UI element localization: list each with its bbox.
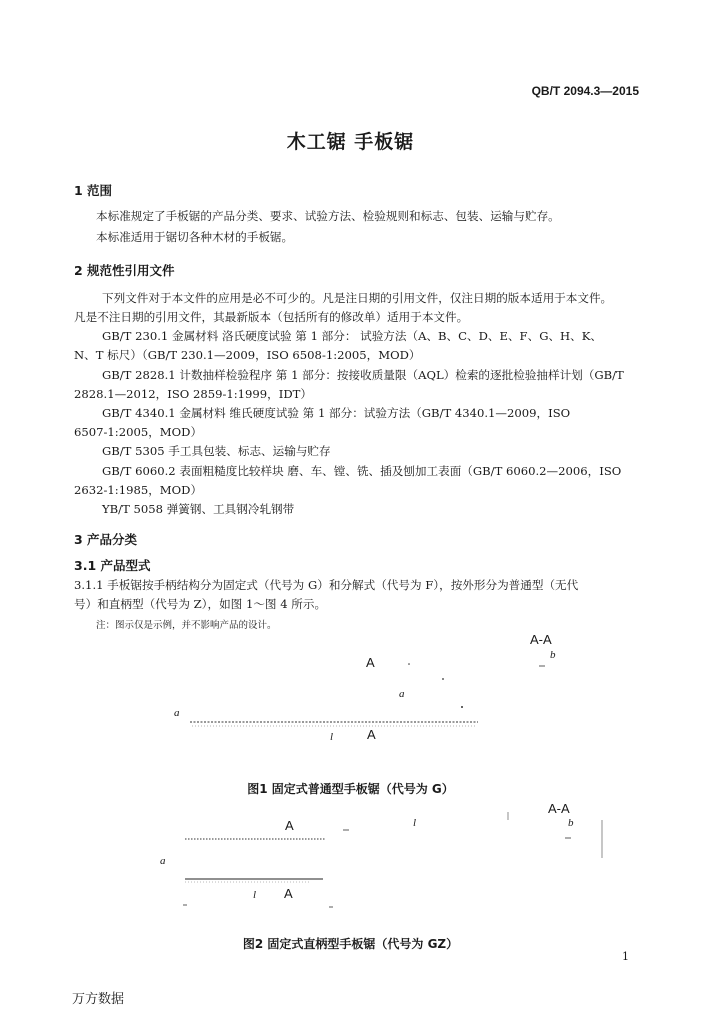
figure-2-alpha-label: a <box>160 855 166 867</box>
reference-gbt-230-1-line-1: GB/T 230.1 金属材料 洛氏硬度试验 第 1 部分： 试验方法（A、B、C、D、E、F、G、H、K、 <box>102 329 603 343</box>
document-title: 木工锯 手板锯 <box>286 131 415 153</box>
section-1-para-1: 本标准规定了手板锯的产品分类、要求、试验方法、检验规则和标志、包装、运输与贮存。 <box>96 209 560 223</box>
figure-1-section-label: A-A <box>530 632 552 647</box>
section-2-intro-1: 下列文件对于本文件的应用是必不可少的。凡是注日期的引用文件，仅注日期的版本适用于本文件。 <box>102 291 613 305</box>
reference-gbt-6060-2-line-1: GB/T 6060.2 表面粗糙度比较样块 磨、车、镗、铣、插及刨加工表面（GB/T 6060.2—2006，ISO <box>102 464 622 478</box>
page-number: 1 <box>622 950 629 963</box>
reference-gbt-5305: GB/T 5305 手工具包装、标志、运输与贮存 <box>102 444 331 458</box>
reference-gbt-6060-2-line-2: 2632-1:1985，MOD） <box>74 483 203 497</box>
figure-1-alpha-label: a <box>174 707 180 719</box>
figure-1-caption: 图1 固定式普通型手板锯（代号为 G） <box>247 782 454 796</box>
figure-2-section-label: A-A <box>548 801 570 816</box>
section-1-heading: 1 范围 <box>74 183 113 198</box>
footer-watermark: 万方数据 <box>72 992 125 1007</box>
figure-1-a-small: a <box>399 688 405 700</box>
figure-2-caption: 图2 固定式直柄型手板锯（代号为 GZ） <box>242 937 459 951</box>
figure-2-a-bottom: A <box>284 886 293 901</box>
section-3-1-heading: 3.1 产品型式 <box>74 558 151 573</box>
figure-1-l-label: l <box>330 731 334 743</box>
reference-ybt-5058: YB/T 5058 弹簧钢、工具钢冷轧钢带 <box>102 502 295 516</box>
section-3-heading: 3 产品分类 <box>74 532 138 547</box>
section-3-1-1-line-1: 3.1.1 手板锯按手柄结构分为固定式（代号为 G）和分解式（代号为 F），按外形分为普通型（无代 <box>74 578 579 592</box>
reference-gbt-2828-1-line-1: GB/T 2828.1 计数抽样检验程序 第 1 部分：按接收质量限（AQL）检索的逐批检验抽样计划（GB/T <box>102 368 624 382</box>
figure-1-a-bottom: A <box>367 727 376 742</box>
figure-2-l-bottom: l <box>253 889 257 901</box>
figure-note: 注：图示仅是示例，并不影响产品的设计。 <box>96 620 277 631</box>
standard-code: QB/T 2094.3—2015 <box>531 84 639 98</box>
figure-1-b-label: b <box>550 649 556 661</box>
section-3-1-1-line-2: 号）和直柄型（代号为 Z），如图 1～图 4 所示。 <box>74 597 327 611</box>
section-2-heading: 2 规范性引用文件 <box>74 263 175 278</box>
figure-2-b-label: b <box>568 817 574 829</box>
section-1-para-2: 本标准适用于锯切各种木材的手板锯。 <box>96 230 294 244</box>
reference-gbt-2828-1-line-2: 2828.1—2012，ISO 2859-1:1999，IDT） <box>74 387 312 401</box>
reference-gbt-4340-1-line-2: 6507-1:2005，MOD） <box>74 425 203 439</box>
reference-gbt-4340-1-line-1: GB/T 4340.1 金属材料 维氏硬度试验 第 1 部分：试验方法（GB/T 4340.1—2009，ISO <box>102 406 571 420</box>
figure-2-a-top: A <box>285 818 294 833</box>
figure-1-a-top: A <box>366 655 375 670</box>
section-2-intro-2: 凡是不注日期的引用文件，其最新版本（包括所有的修改单）适用于本文件。 <box>74 310 469 324</box>
figure-2-l-top: l <box>413 817 417 829</box>
reference-gbt-230-1-line-2: N、T 标尺）（GB/T 230.1—2009，ISO 6508-1:2005，MOD） <box>74 348 421 362</box>
